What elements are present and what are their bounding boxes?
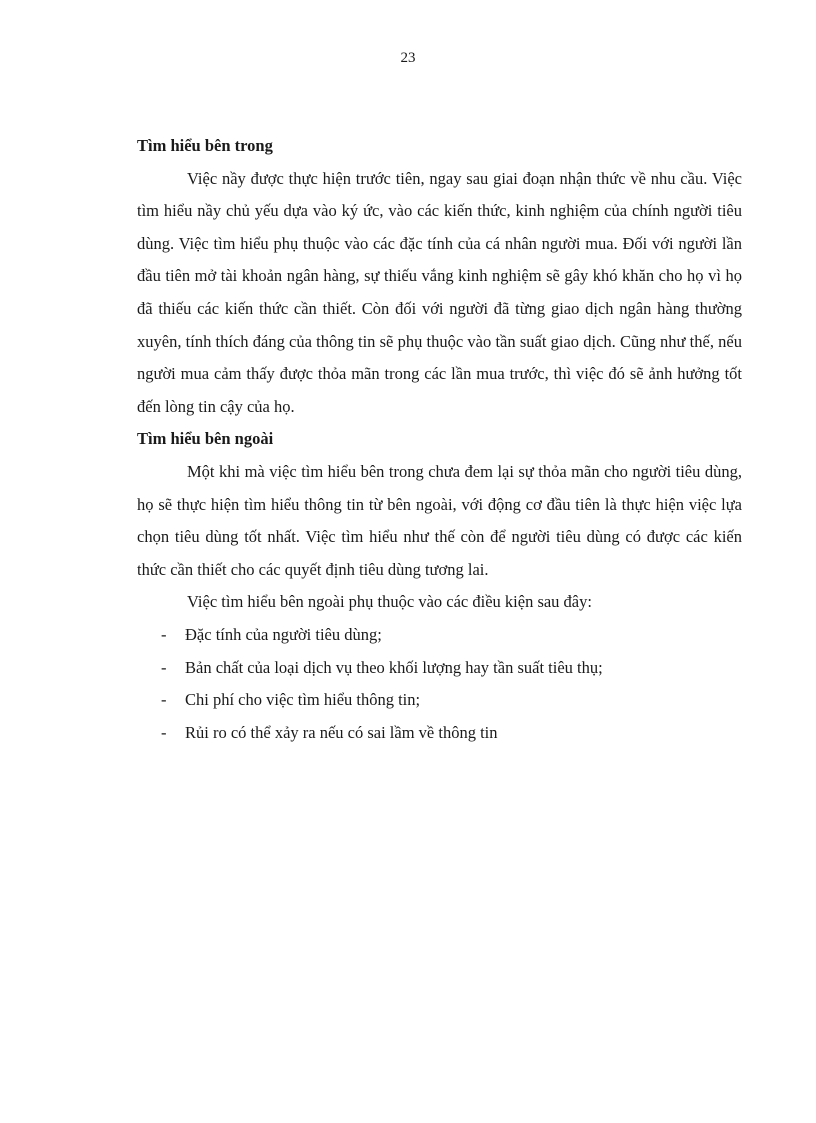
list-item [137,652,742,685]
list-item-text: Chi phí cho việc tìm hiểu thông tin; [185,690,421,710]
section-external-research [137,423,742,749]
list-bullet: - [161,624,167,644]
paragraph: Việc tìm hiểu bên ngoài phụ thuộc vào các điều kiện sau đây: [187,592,592,612]
list-item [137,684,742,717]
list-item-text: Đặc tính của người tiêu dùng; [185,624,382,644]
list-item [137,619,742,652]
list-item-text: Bản chất của loại dịch vụ theo khối lượng hay tần suất tiêu thụ; [185,657,603,677]
section-heading: Tìm hiểu bên ngoài [137,429,274,449]
list-item-text: Rủi ro có thể xảy ra nếu có sai lầm về thông tin [185,722,498,742]
section-heading: Tìm hiểu bên trong [137,136,273,155]
paragraph: Một khi mà việc tìm hiểu bên trong chưa đem lại sự thỏa mãn cho người tiêu dùng, họ sẽ thực hiện tìm hiểu thông tin từ bên ngoài, với động cơ đầu tiên là thực hiện việc lựa chọn tiêu dùng tốt nhất. Việc tìm hiểu như thế còn để người tiêu dùng có được các kiến thức cần thiết cho các quyết định tiêu dùng tương lai. [137,461,742,579]
section-internal-research [137,130,742,423]
list-bullet: - [161,722,167,742]
paragraph: Việc nầy được thực hiện trước tiên, ngay sau giai đoạn nhận thức về nhu cầu. Việc tìm hiểu nầy chủ yếu dựa vào ký ức, vào các kiến thức, kinh nghiệm của chính người tiêu dùng. Việc tìm hiểu phụ thuộc vào các đặc tính của cá nhân người mua. Đối với người lần đầu tiên mở tài khoản ngân hàng, sự thiếu vắng kinh nghiệm sẽ gây khó khăn cho họ vì họ đã thiếu các kiến thức cần thiết. Còn đối với người đã từng giao dịch ngân hàng thường xuyên, tính thích đáng của thông tin sẽ phụ thuộc vào tần suất giao dịch. Cũng như thế, nếu người mua cảm thấy được thỏa mãn trong các lần mua trước, thì việc đó sẽ ảnh hưởng tốt đến lòng tin cậy của họ. [137,168,742,416]
list-bullet: - [161,657,167,677]
document-body [137,130,742,749]
list-bullet: - [161,690,167,710]
page-number: 23 [400,50,416,66]
conditions-list [137,619,742,749]
list-item [137,717,742,750]
